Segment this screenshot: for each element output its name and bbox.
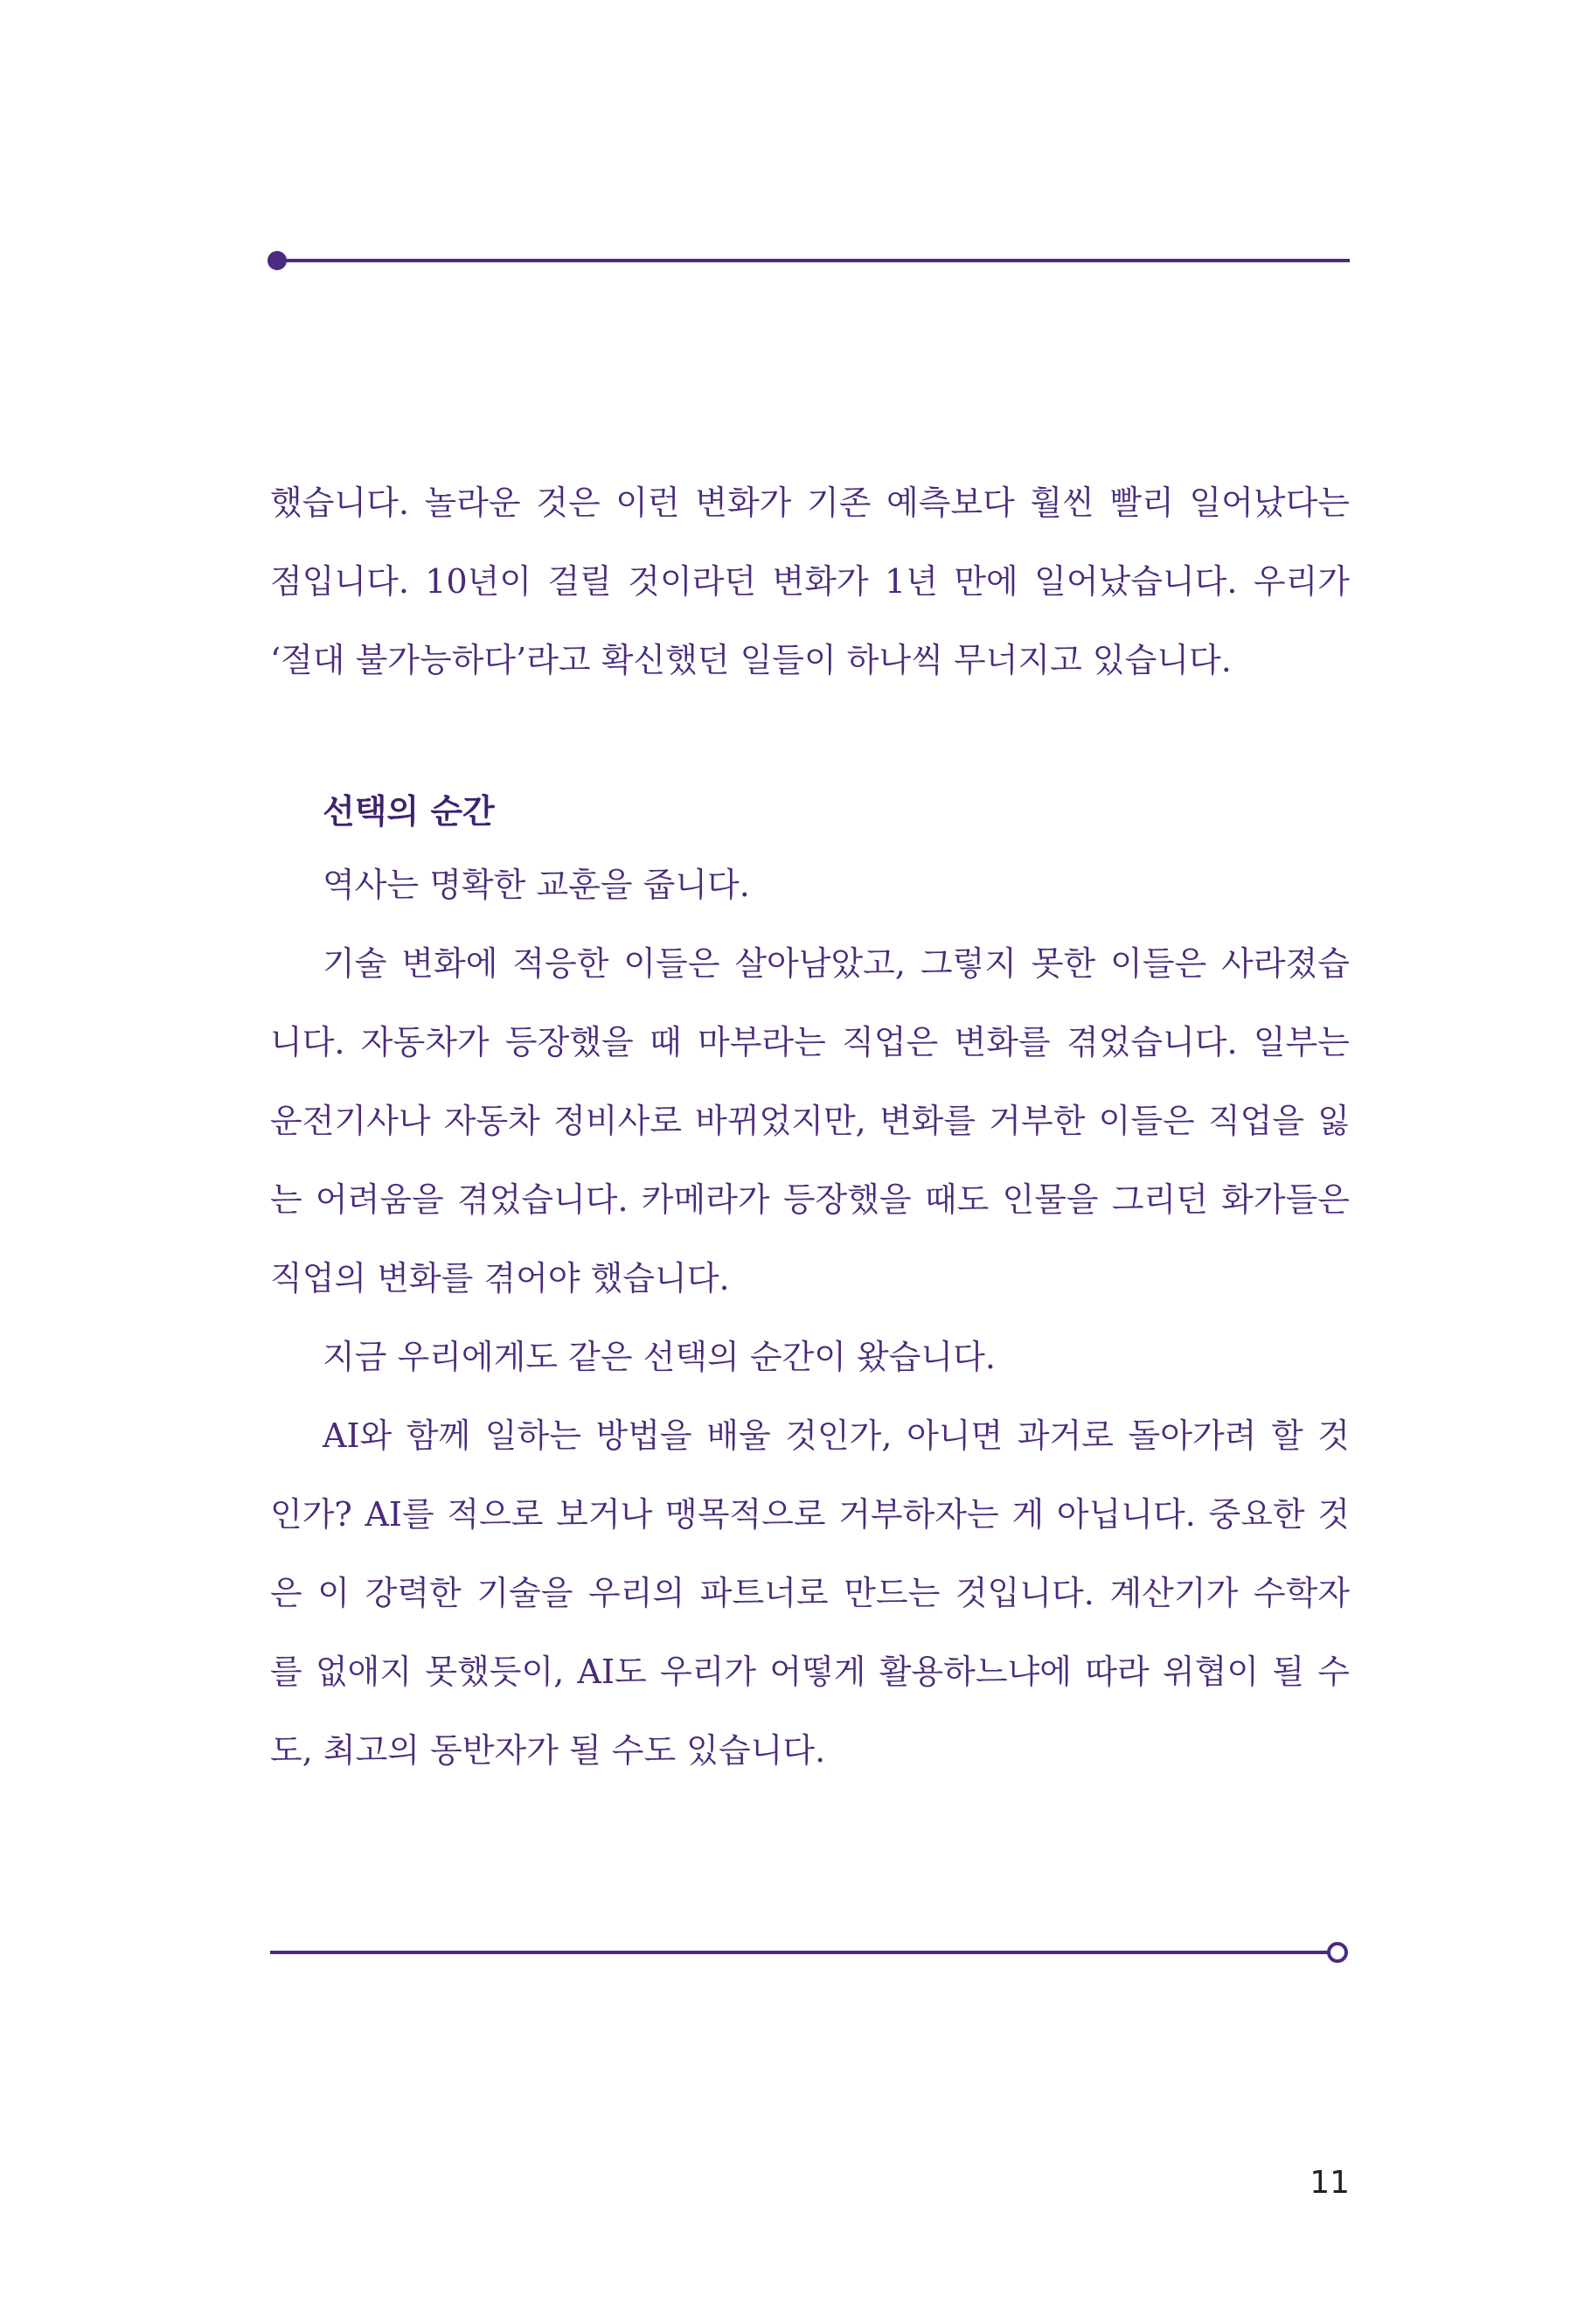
intro-paragraph	[270, 463, 1350, 699]
body-line-5: 는 어려움을 겪었습니다. 카메라가 등장했을 때도 인물을 그리던 화가들은	[270, 1180, 1350, 1219]
body-line-10: 은 이 강력한 기술을 우리의 파트너로 만드는 것입니다. 계산기가 수학자	[270, 1574, 1350, 1612]
intro-line-3: ‘절대 불가능하다’라고 확신했던 일들이 하나씩 무너지고 있습니다.	[270, 641, 1232, 679]
top-divider-dot	[267, 251, 287, 270]
body-line-11: 를 없애지 못했듯이, AI도 우리가 어떻게 활용하느냐에 따라 위협이 될 수	[270, 1653, 1350, 1691]
intro-line-1: 했습니다. 놀라운 것은 이런 변화가 기존 예측보다 훨씬 빨리 일어났다는	[270, 484, 1350, 522]
body-text	[270, 845, 1350, 1790]
intro-line-2: 점입니다. 10년이 걸릴 것이라던 변화가 1년 만에 일어났습니다. 우리가	[270, 562, 1350, 601]
body-line-9: 인가? AI를 적으로 보거나 맹목적으로 거부하자는 게 아닙니다. 중요한 것	[270, 1495, 1350, 1534]
body-line-12: 도, 최고의 동반자가 될 수도 있습니다.	[270, 1731, 826, 1770]
body-line-4: 운전기사나 자동차 정비사로 바뀌었지만, 변화를 거부한 이들은 직업을 잃	[270, 1102, 1350, 1140]
top-divider-line	[278, 259, 1350, 262]
body-line-8: AI와 함께 일하는 방법을 배울 것인가, 아니면 과거로 돌아가려 할 것	[323, 1416, 1350, 1455]
section-heading: 선택의 순간	[323, 791, 495, 831]
body-line-3: 니다. 자동차가 등장했을 때 마부라는 직업은 변화를 겪었습니다. 일부는	[270, 1023, 1350, 1061]
body-line-7: 지금 우리에게도 같은 선택의 순간이 왔습니다.	[323, 1338, 996, 1376]
body-line-2: 기술 변화에 적응한 이들은 살아남았고, 그렇지 못한 이들은 사라졌습	[323, 944, 1350, 983]
body-line-1: 역사는 명확한 교훈을 줍니다.	[323, 866, 750, 904]
bottom-divider-circle	[1327, 1942, 1348, 1963]
body-line-6: 직업의 변화를 겪어야 했습니다.	[270, 1259, 730, 1298]
page-number: 11	[1309, 2165, 1350, 2201]
bottom-divider-line	[270, 1951, 1330, 1954]
